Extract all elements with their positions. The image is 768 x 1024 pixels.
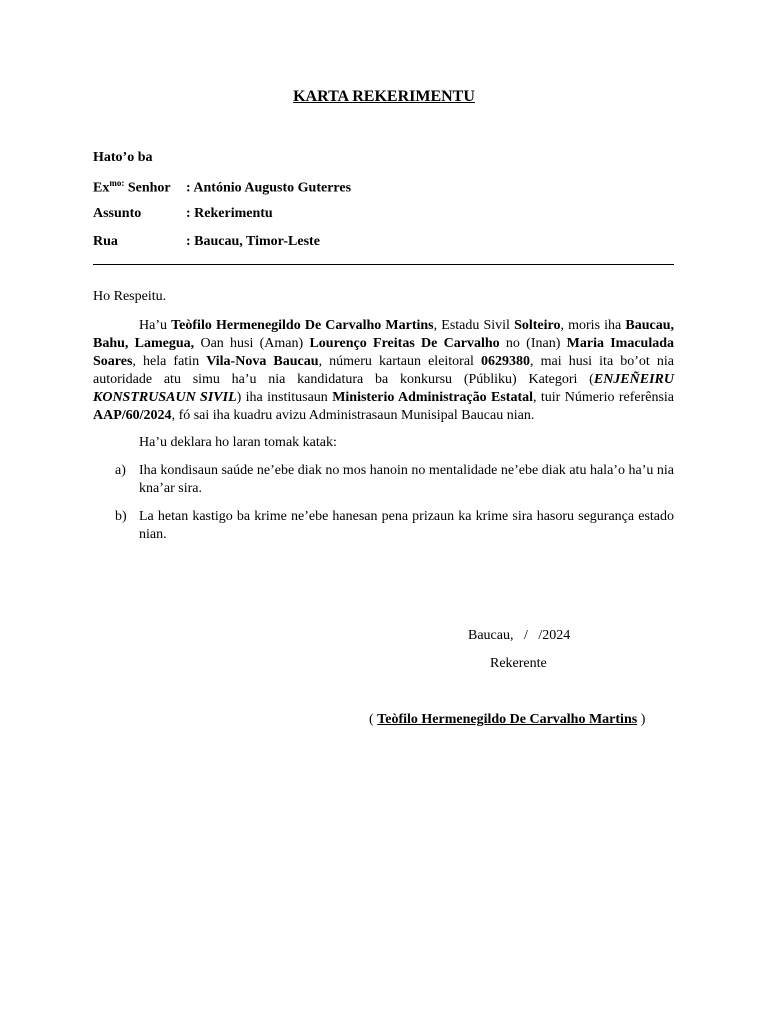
list-marker: a) bbox=[115, 463, 126, 478]
header-subject bbox=[93, 206, 273, 222]
signature-line bbox=[369, 712, 645, 728]
header-addressee bbox=[93, 178, 351, 197]
subject-label: Assunto bbox=[93, 206, 142, 221]
p1-text: , moris iha bbox=[560, 318, 626, 333]
signer-role: Rekerente bbox=[490, 656, 547, 671]
addressee-value: : António Augusto Guterres bbox=[186, 180, 352, 196]
institution: Ministerio Administração Estatal bbox=[332, 390, 534, 405]
p1-text: no (Inan) bbox=[499, 336, 567, 351]
p1-text: , númeru kartaun eleitoral bbox=[318, 354, 482, 369]
list-item bbox=[93, 462, 674, 498]
p1-text: Ha’u bbox=[139, 318, 172, 333]
street-value: : Baucau, Timor-Leste bbox=[186, 234, 320, 249]
list-item-text: La hetan kastigo ba krime ne’ebe hanesan pena prizaun ka krime sira hasoru segurança estado nian. bbox=[139, 509, 674, 542]
father-name: Lourenço Freitas De Carvalho bbox=[309, 336, 500, 351]
to-label: Hato’o ba bbox=[93, 150, 153, 165]
addressee-label bbox=[93, 178, 186, 197]
p1-text: Oan husi (Aman) bbox=[194, 336, 310, 351]
p1-text: , hela fatin bbox=[132, 354, 207, 369]
letter-title: KARTA REKERIMENTU bbox=[293, 88, 475, 105]
signer-name: Teòfilo Hermenegildo De Carvalho Martins bbox=[377, 712, 638, 727]
subject-value: : Rekerimentu bbox=[186, 206, 273, 221]
applicant-name: Teòfilo Hermenegildo De Carvalho Martins bbox=[171, 318, 434, 333]
addressee-label-sup: mo: bbox=[109, 178, 125, 188]
birthplace: Baucau, Bahu, Lamegua, bbox=[93, 318, 674, 351]
header-to bbox=[93, 150, 153, 166]
list-item bbox=[93, 508, 674, 544]
p1-text: , Estadu Sivil bbox=[433, 318, 515, 333]
mother-name: Maria Imaculada Soares bbox=[93, 336, 675, 369]
addressee-label-tail: Senhor bbox=[124, 180, 171, 196]
job-category: ENJEÑEIRU KONSTRUSAUN SIVIL bbox=[93, 372, 674, 405]
residence: Vila-Nova Baucau bbox=[206, 354, 319, 369]
p1-text: , tuir Númerio referênsia bbox=[533, 390, 675, 405]
addressee-label-prefix: Ex bbox=[93, 180, 110, 196]
civil-status: Solteiro bbox=[514, 318, 561, 333]
reference-number: AAP/60/2024 bbox=[93, 408, 172, 423]
header-street bbox=[93, 234, 320, 250]
p1-text: , fó sai iha kuadru avizu Administrasaun Munisipal Baucau nian. bbox=[171, 408, 535, 423]
sign-close: ) bbox=[637, 712, 646, 727]
place-date: Baucau, / /2024 bbox=[468, 628, 571, 643]
elector-card-number: 0629380 bbox=[481, 354, 531, 369]
p1-text: ) iha institusaun bbox=[236, 390, 333, 405]
street-label: Rua bbox=[93, 234, 118, 249]
letter-body bbox=[93, 288, 674, 554]
paragraph-identity bbox=[93, 317, 674, 425]
sign-open: ( bbox=[369, 712, 378, 727]
list-marker: b) bbox=[115, 509, 127, 524]
list-item-text: Iha kondisaun saúde ne’ebe diak no mos hanoin no mentalidade ne’ebe diak atu hala’o ha’u nia kna’ar sira. bbox=[139, 463, 674, 496]
declaration-intro: Ha’u deklara ho laran tomak katak: bbox=[139, 435, 337, 450]
p1-text: , mai husi ita bo’ot nia autoridade atu simu ha’u nia kandidatura ba konkursu (Públiku) Kategori ( bbox=[93, 354, 674, 387]
header-divider bbox=[93, 264, 674, 265]
greeting: Ho Respeitu. bbox=[93, 289, 167, 304]
